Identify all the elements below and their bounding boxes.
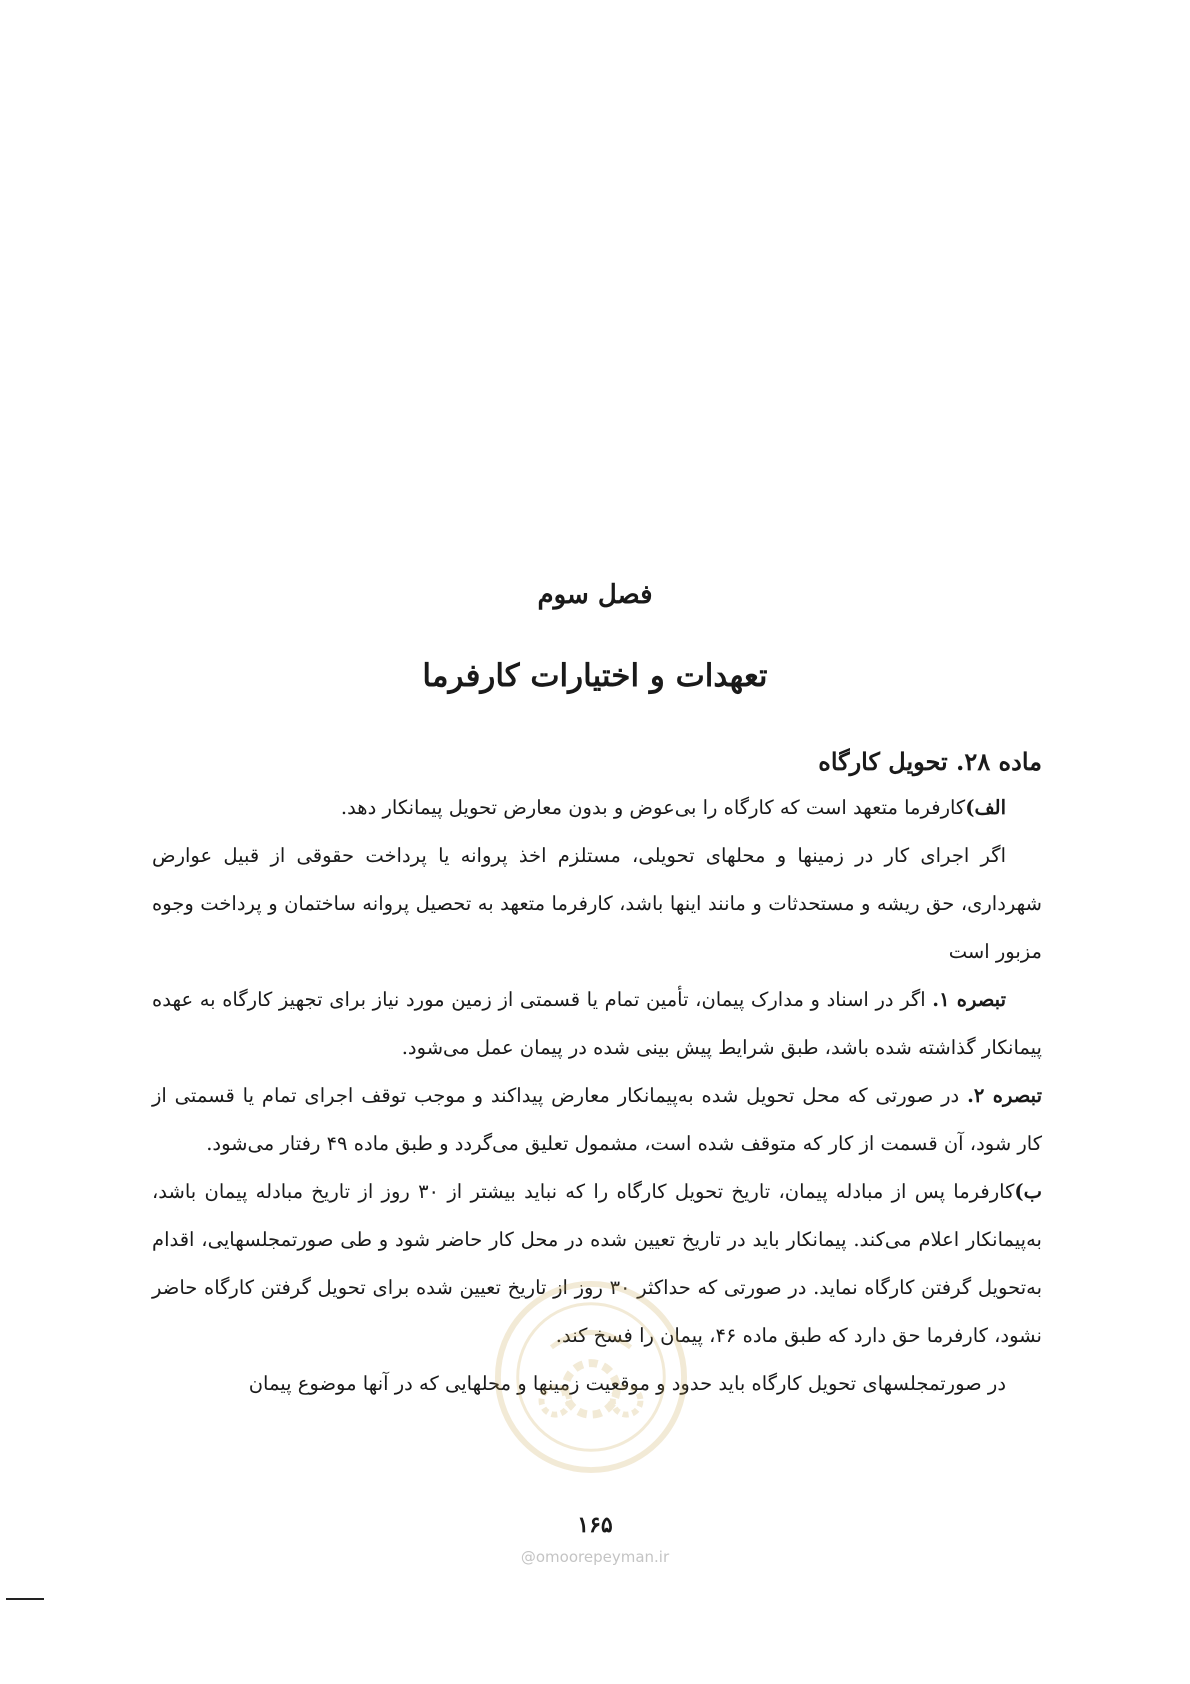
- paragraph-note-1: [152, 976, 1042, 1072]
- paragraph-alef: [152, 784, 1042, 832]
- paragraph-lead: تبصره ۱.: [932, 988, 1006, 1011]
- watermark-url: @omoorepeyman.ir: [520, 1548, 670, 1566]
- chapter-title: تعهدات و اختیارات کارفرما: [422, 658, 768, 694]
- paragraph-lead: تبصره ۲.: [967, 1084, 1042, 1107]
- paragraph-lead: الف): [965, 796, 1006, 819]
- page-number: ۱۶۵: [577, 1512, 613, 1538]
- paragraph-text: در صورتمجلسهای تحویل کارگاه باید حدود و موقعیت زمینها و محلهایی که در آنها موضوع پیمان: [248, 1372, 1006, 1395]
- scan-edge-mark: [6, 1598, 44, 1600]
- chapter-label: فصل سوم: [537, 580, 653, 610]
- paragraph-minutes: [152, 1360, 1042, 1408]
- paragraph-text: در صورتی که محل تحویل شده به‌پیمانکار معارض پیداکند و موجب توقف اجرای تمام یا قسمتی از کار شود، آن قسمت از کار که متوقف شده است، مشمول تعلیق می‌گردد و طبق ماده ۴۹ رفتار می‌شود.: [152, 1084, 1042, 1155]
- paragraph-text: کارفرما متعهد است که کارگاه را بی‌عوض و بدون معارض تحویل پیمانکار دهد.: [340, 796, 966, 819]
- paragraph-lead: ب): [1014, 1180, 1042, 1203]
- paragraph-text: کارفرما پس از مبادله پیمان، تاریخ تحویل کارگاه را که نباید بیشتر از ۳۰ روز از تاریخ مبادله پیمان باشد، به‌پیمانکار اعلام می‌کند. پیمانکار باید در تاریخ تعیین شده در محل کار حاضر شود و طی صورتمجلسهایی، اقدام به‌تحویل گرفتن کارگاه نماید. در صورتی که حداکثر ۳۰ روز از تاریخ تعیین شده برای تحویل گرفتن کارگاه حاضر نشود، کارفرما حق دارد که طبق ماده ۴۶، پیمان را فسخ کند.: [152, 1180, 1042, 1347]
- article-body: [152, 740, 1042, 1408]
- paragraph-text: اگر اجرای کار در زمینها و محلهای تحویلی، مستلزم اخذ پروانه یا پرداخت حقوقی از قبیل عوارض شهرداری، حق ریشه و مستحدثات و مانند اینها باشد، کارفرما متعهد به تحصیل پروانه ساختمان و پرداخت وجوه مزبور است: [152, 844, 1042, 963]
- paragraph-be: [152, 1168, 1042, 1360]
- paragraph-permits: [152, 832, 1042, 976]
- article-heading: ماده ۲۸. تحویل کارگاه: [818, 747, 1042, 776]
- paragraph-text: اگر در اسناد و مدارک پیمان، تأمین تمام یا قسمتی از زمین مورد نیاز برای تجهیز کارگاه به عهده پیمانکار گذاشته شده باشد، طبق شرایط پیش بینی شده در پیمان عمل می‌شود.: [152, 988, 1042, 1059]
- paragraph-note-2: [152, 1072, 1042, 1168]
